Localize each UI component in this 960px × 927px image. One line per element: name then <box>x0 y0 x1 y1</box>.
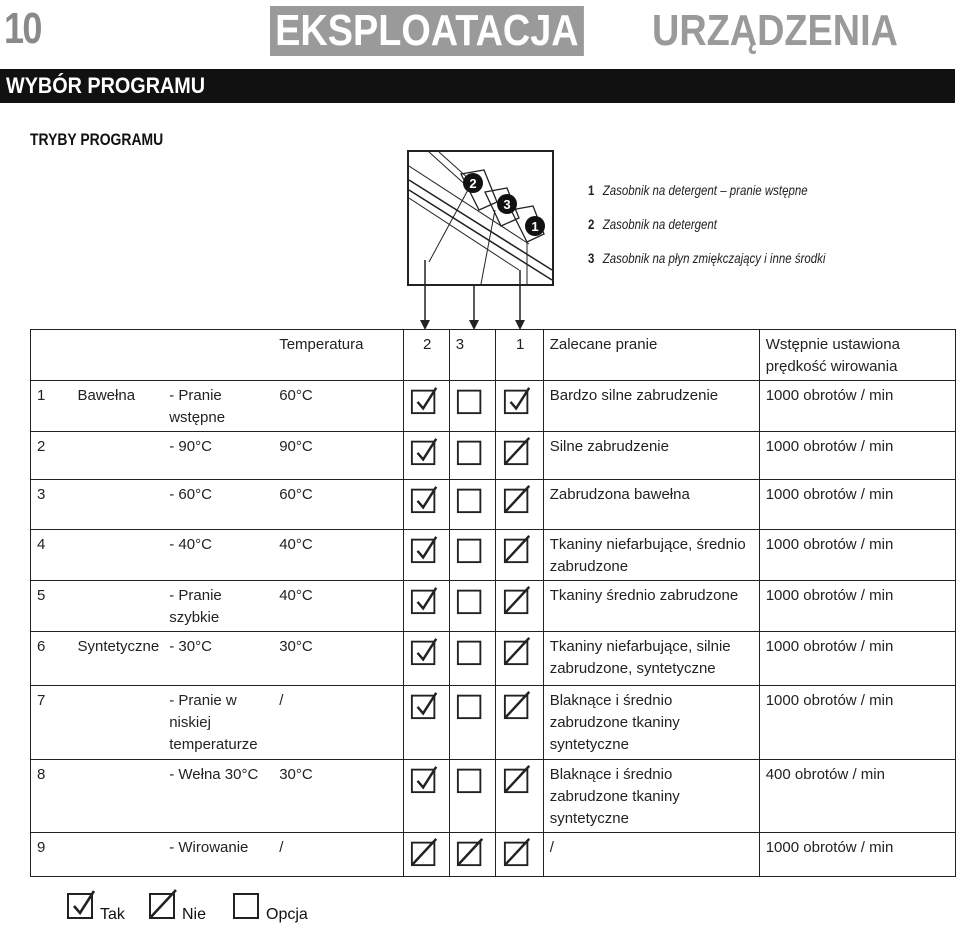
row-program: - Pranie w niskiej temperaturze <box>163 686 273 760</box>
row-program: - 30°C <box>163 632 273 686</box>
checked-box-icon <box>66 888 98 920</box>
row-compartment-1 <box>495 381 543 432</box>
row-spin: 1000 obrotów / min <box>759 833 955 877</box>
row-program: - Pranie szybkie <box>163 581 273 632</box>
crossed-box-icon <box>503 484 533 514</box>
row-spin: 1000 obrotów / min <box>759 432 955 480</box>
row-number: 4 <box>31 530 72 581</box>
row-compartment-3 <box>449 581 495 632</box>
checked-box-icon <box>503 385 533 415</box>
legend-nie <box>148 888 207 925</box>
header-compartment-1: 1 <box>495 330 543 381</box>
row-temperature: 40°C <box>273 581 403 632</box>
compartment-3-label: 3 <box>503 197 511 212</box>
crossed-box-icon <box>410 837 440 867</box>
row-compartment-2 <box>403 480 449 530</box>
row-program: - 60°C <box>163 480 273 530</box>
compartment-2-label: 2 <box>469 176 477 191</box>
row-recommended: Silne zabrudzenie <box>543 432 759 480</box>
row-compartment-1 <box>495 760 543 833</box>
row-compartment-1 <box>495 686 543 760</box>
row-temperature: 90°C <box>273 432 403 480</box>
crossed-box-icon <box>503 585 533 615</box>
table-row <box>31 760 956 833</box>
row-temperature: / <box>273 833 403 877</box>
compartment-text: Zasobnik na detergent <box>602 216 718 232</box>
row-compartment-2 <box>403 530 449 581</box>
crossed-box-icon <box>503 636 533 666</box>
row-fabric-type <box>72 833 164 877</box>
legend-opcja <box>232 888 308 925</box>
row-compartment-2 <box>403 686 449 760</box>
row-recommended: Tkaniny średnio zabrudzone <box>543 581 759 632</box>
row-recommended: / <box>543 833 759 877</box>
table-row <box>31 381 956 432</box>
row-compartment-2 <box>403 760 449 833</box>
row-compartment-3 <box>449 760 495 833</box>
row-fabric-type: Bawełna <box>72 381 164 432</box>
compartment-legend-item <box>588 182 825 216</box>
program-table <box>30 329 956 877</box>
header-title-part1: EKSPLOATACJA <box>270 6 584 56</box>
row-recommended: Bardzo silne zabrudzenie <box>543 381 759 432</box>
row-compartment-2 <box>403 632 449 686</box>
row-recommended: Zabrudzona bawełna <box>543 480 759 530</box>
empty-box-icon <box>456 385 486 415</box>
row-fabric-type <box>72 760 164 833</box>
empty-box-icon <box>456 484 486 514</box>
row-temperature: 60°C <box>273 480 403 530</box>
row-compartment-3 <box>449 686 495 760</box>
crossed-box-icon <box>148 888 180 920</box>
checked-box-icon <box>410 585 440 615</box>
row-number: 3 <box>31 480 72 530</box>
legend-tak-label: Tak <box>100 906 125 923</box>
page-number: 10 <box>4 4 41 53</box>
checked-box-icon <box>410 764 440 794</box>
compartment-legend <box>588 182 878 284</box>
table-row <box>31 432 956 480</box>
row-temperature: / <box>273 686 403 760</box>
row-compartment-3 <box>449 381 495 432</box>
row-temperature: 60°C <box>273 381 403 432</box>
row-recommended: Blaknące i średnio zabrudzone tkaniny syntetyczne <box>543 686 759 760</box>
row-number: 1 <box>31 381 72 432</box>
legend-nie-label: Nie <box>182 906 207 923</box>
row-program: - 90°C <box>163 432 273 480</box>
header-compartment-2: 2 <box>403 330 449 381</box>
table-row <box>31 530 956 581</box>
header-recommended: Zalecane pranie <box>543 330 759 381</box>
empty-box-icon <box>456 690 486 720</box>
header-title-part2: URZĄDZENIA <box>652 6 898 55</box>
checked-box-icon <box>410 690 440 720</box>
checked-box-icon <box>410 636 440 666</box>
row-compartment-1 <box>495 833 543 877</box>
row-spin: 1000 obrotów / min <box>759 632 955 686</box>
compartment-legend-item <box>588 216 825 250</box>
compartment-num: 3 <box>588 250 595 266</box>
empty-box-icon <box>456 585 486 615</box>
crossed-box-icon <box>456 837 486 867</box>
row-number: 8 <box>31 760 72 833</box>
checked-box-icon <box>410 534 440 564</box>
row-recommended: Blaknące i średnio zabrudzone tkaniny syntetyczne <box>543 760 759 833</box>
table-row <box>31 686 956 760</box>
empty-box-icon <box>232 888 264 920</box>
row-temperature: 30°C <box>273 760 403 833</box>
crossed-box-icon <box>503 436 533 466</box>
compartment-num: 1 <box>588 182 595 198</box>
row-compartment-1 <box>495 432 543 480</box>
row-recommended: Tkaniny niefarbujące, silnie zabrudzone, syntetyczne <box>543 632 759 686</box>
empty-box-icon <box>456 436 486 466</box>
row-compartment-3 <box>449 632 495 686</box>
row-number: 6 <box>31 632 72 686</box>
crossed-box-icon <box>503 690 533 720</box>
row-spin: 1000 obrotów / min <box>759 381 955 432</box>
row-compartment-2 <box>403 432 449 480</box>
row-program: - Pranie wstępne <box>163 381 273 432</box>
row-spin: 1000 obrotów / min <box>759 686 955 760</box>
row-program: - Wirowanie <box>163 833 273 877</box>
legend-tak <box>66 888 125 925</box>
row-number: 9 <box>31 833 72 877</box>
subheading: TRYBY PROGRAMU <box>30 130 164 149</box>
row-program: - Wełna 30°C <box>163 760 273 833</box>
section-bar <box>0 69 955 103</box>
checked-box-icon <box>410 385 440 415</box>
row-compartment-1 <box>495 632 543 686</box>
checked-box-icon <box>410 484 440 514</box>
row-fabric-type <box>72 530 164 581</box>
compartment-text: Zasobnik na płyn zmiękczający i inne środki <box>602 250 826 266</box>
row-compartment-3 <box>449 530 495 581</box>
row-compartment-2 <box>403 833 449 877</box>
table-row <box>31 480 956 530</box>
header-temperature: Temperatura <box>273 330 403 381</box>
empty-box-icon <box>456 534 486 564</box>
empty-box-icon <box>456 764 486 794</box>
row-fabric-type <box>72 686 164 760</box>
row-compartment-3 <box>449 432 495 480</box>
row-compartment-1 <box>495 581 543 632</box>
compartment-1-label: 1 <box>531 219 539 234</box>
row-number: 2 <box>31 432 72 480</box>
row-spin: 1000 obrotów / min <box>759 480 955 530</box>
crossed-box-icon <box>503 534 533 564</box>
row-temperature: 30°C <box>273 632 403 686</box>
row-spin: 1000 obrotów / min <box>759 581 955 632</box>
row-program: - 40°C <box>163 530 273 581</box>
crossed-box-icon <box>503 837 533 867</box>
section-bar-title: WYBÓR PROGRAMU <box>6 73 206 98</box>
row-fabric-type <box>72 581 164 632</box>
row-spin: 1000 obrotów / min <box>759 530 955 581</box>
empty-box-icon <box>456 636 486 666</box>
table-row <box>31 632 956 686</box>
crossed-box-icon <box>503 764 533 794</box>
drawer-arrows <box>400 240 540 332</box>
row-compartment-2 <box>403 381 449 432</box>
row-compartment-3 <box>449 833 495 877</box>
table-row <box>31 581 956 632</box>
checked-box-icon <box>410 436 440 466</box>
header-compartment-3: 3 <box>449 330 495 381</box>
table-row <box>31 833 956 877</box>
header-spin: Wstępnie ustawiona prędkość wirowania <box>759 330 955 381</box>
row-spin: 400 obrotów / min <box>759 760 955 833</box>
compartment-text: Zasobnik na detergent – pranie wstępne <box>602 182 808 198</box>
legend-opcja-label: Opcja <box>266 906 308 923</box>
row-fabric-type <box>72 432 164 480</box>
row-compartment-1 <box>495 480 543 530</box>
row-number: 5 <box>31 581 72 632</box>
compartment-legend-item <box>588 250 825 284</box>
row-recommended: Tkaniny niefarbujące, średnio zabrudzone <box>543 530 759 581</box>
row-fabric-type <box>72 480 164 530</box>
row-number: 7 <box>31 686 72 760</box>
row-compartment-1 <box>495 530 543 581</box>
row-compartment-3 <box>449 480 495 530</box>
row-temperature: 40°C <box>273 530 403 581</box>
table-header-row <box>31 330 956 381</box>
row-compartment-2 <box>403 581 449 632</box>
row-fabric-type: Syntetyczne <box>72 632 164 686</box>
header-blank <box>31 330 274 381</box>
compartment-num: 2 <box>588 216 595 232</box>
